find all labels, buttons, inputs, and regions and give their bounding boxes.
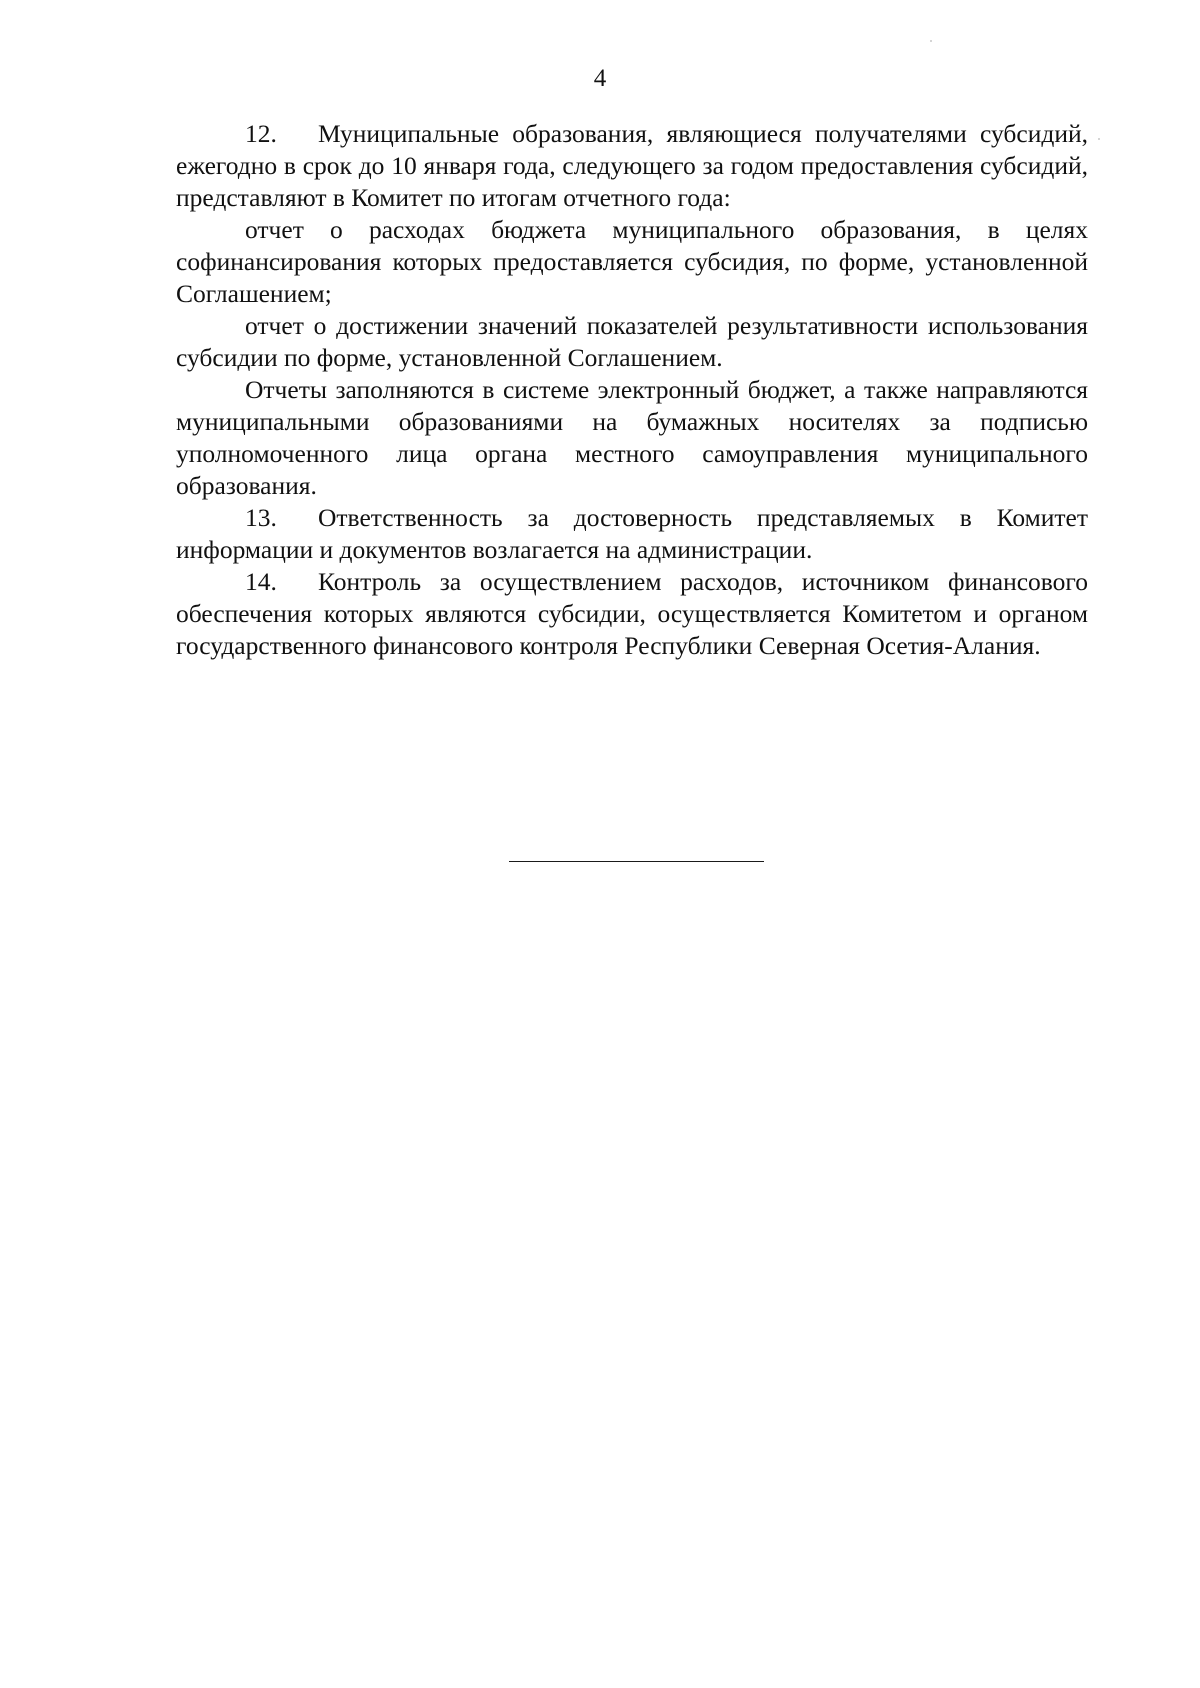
document-body: [176, 118, 1088, 662]
scan-speck: [1098, 138, 1100, 140]
paragraph-report-expenses: [176, 214, 1088, 310]
page-number: 4: [593, 65, 607, 92]
paragraph-text: отчет о достижении значений показателей результативности использования субсидии по форме, установленной Соглашением.: [176, 311, 1088, 372]
clause-number: 13.: [245, 503, 277, 532]
paragraph-text: Ответственность за достоверность представляемых в Комитет информации и документов возлагается на администрации.: [176, 503, 1088, 564]
paragraph-text: Муниципальные образования, являющиеся получателями субсидий, ежегодно в срок до 10 января года, следующего за годом предоставления субсидий, представляют в Комитет по итогам отчетного года:: [176, 119, 1088, 212]
paragraph-reports-filing: [176, 374, 1088, 502]
clause-number: 12.: [245, 119, 277, 148]
paragraph-12: [176, 118, 1088, 214]
paragraph-text: Контроль за осуществлением расходов, источником финансового обеспечения которых являются субсидии, осуществляется Комитетом и органом государственного финансового контроля Республики Северная Осетия-Алания.: [176, 567, 1088, 660]
paragraph-report-indicators: [176, 310, 1088, 374]
paragraph-14: [176, 566, 1088, 662]
paragraph-text: отчет о расходах бюджета муниципального образования, в целях софинансирования которых предоставляется субсидия, по форме, установленной Соглашением;: [176, 215, 1088, 308]
scan-speck: [930, 40, 932, 42]
paragraph-text: Отчеты заполняются в системе электронный бюджет, а также направляются муниципальными образованиями на бумажных носителях за подписью уполномоченного лица органа местного самоуправления муниципального образования.: [176, 375, 1088, 500]
end-of-document-rule: [509, 861, 764, 862]
clause-number: 14.: [245, 567, 277, 596]
paragraph-13: [176, 502, 1088, 566]
